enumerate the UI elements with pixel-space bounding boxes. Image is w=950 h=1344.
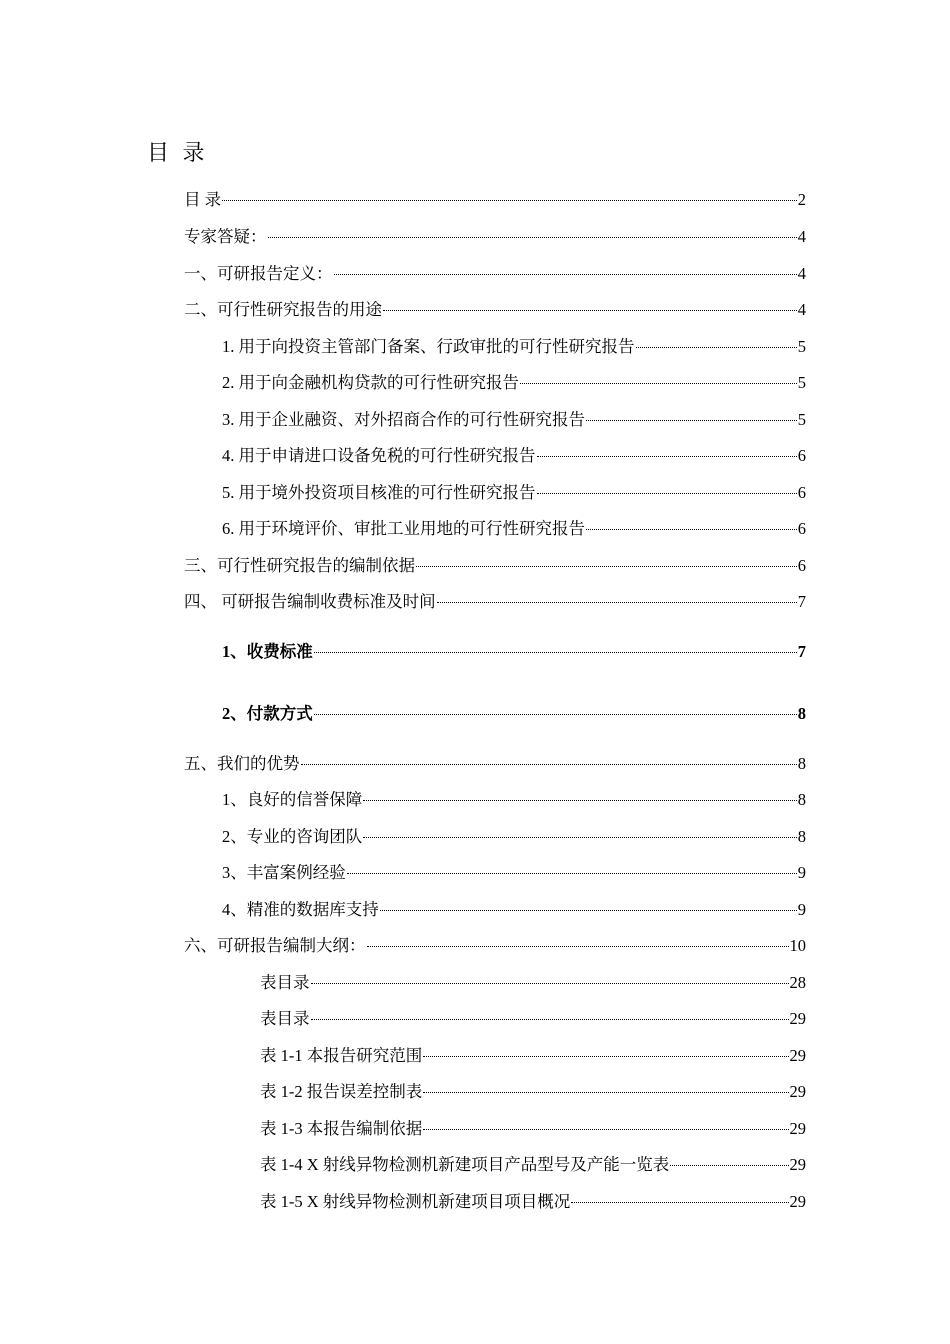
toc-entry[interactable] xyxy=(260,1044,806,1068)
toc-entry-page: 9 xyxy=(797,863,806,882)
toc-leader xyxy=(586,420,797,421)
toc-entry-label: 表 1-3 本报告编制依据 xyxy=(260,1119,423,1138)
toc-entry[interactable] xyxy=(184,752,806,776)
toc-leader xyxy=(301,764,797,765)
toc-leader xyxy=(423,1129,788,1130)
toc-entry-label: 二、可行性研究报告的用途 xyxy=(184,300,382,319)
toc-entry[interactable] xyxy=(184,934,806,958)
toc-entry[interactable] xyxy=(184,590,806,614)
toc-entry-page: 5 xyxy=(797,373,806,392)
toc-entry-label: 2、付款方式 xyxy=(222,704,313,723)
toc-entry[interactable] xyxy=(222,825,806,849)
toc-entry-label: 表目录 xyxy=(260,973,310,992)
toc-entry-page: 8 xyxy=(797,704,806,723)
toc-entry[interactable] xyxy=(222,861,806,885)
toc-entry[interactable] xyxy=(184,554,806,578)
toc-leader xyxy=(670,1165,788,1166)
toc-leader xyxy=(347,873,797,874)
toc-leader xyxy=(311,1019,789,1020)
toc-leader xyxy=(437,602,797,603)
toc-entry-page: 10 xyxy=(789,936,806,955)
toc-entry-page: 29 xyxy=(789,1155,806,1174)
toc-entry-page: 8 xyxy=(797,790,806,809)
toc-entry[interactable] xyxy=(184,188,806,212)
toc-entry-label: 4. 用于申请进口设备免税的可行性研究报告 xyxy=(222,446,536,465)
toc-entry-label: 四、 可研报告编制收费标准及时间 xyxy=(184,592,436,611)
toc-leader xyxy=(363,837,797,838)
toc-leader xyxy=(314,652,797,653)
toc-entry[interactable] xyxy=(260,1007,806,1031)
toc-entry-label: 3. 用于企业融资、对外招商合作的可行性研究报告 xyxy=(222,410,585,429)
toc-entry-page: 6 xyxy=(797,556,806,575)
toc-heading: 目 录 xyxy=(147,140,209,165)
toc-entry-page: 4 xyxy=(797,227,806,246)
toc-entry-label: 六、可研报告编制大纲： xyxy=(184,936,366,955)
toc-leader xyxy=(334,274,797,275)
toc-entry[interactable] xyxy=(222,371,806,395)
toc-entry-page: 7 xyxy=(797,592,806,611)
toc-entry-label: 3、丰富案例经验 xyxy=(222,863,346,882)
toc-entry-label: 五、我们的优势 xyxy=(184,754,300,773)
toc-entry[interactable] xyxy=(260,1117,806,1141)
toc-entry-label: 表目录 xyxy=(260,1009,310,1028)
toc-entry[interactable] xyxy=(222,444,806,468)
toc-entry-label: 表 1-2 报告误差控制表 xyxy=(260,1082,423,1101)
toc-entry-label: 表 1-1 本报告研究范围 xyxy=(260,1046,423,1065)
toc-entry[interactable] xyxy=(222,898,806,922)
toc-leader xyxy=(423,1092,788,1093)
toc-entry-label: 1、良好的信誉保障 xyxy=(222,790,363,809)
toc-entry-page: 8 xyxy=(797,827,806,846)
toc-entry-label: 专家答疑： xyxy=(184,227,267,246)
toc-entry-label: 4、精准的数据库支持 xyxy=(222,900,379,919)
toc-entry[interactable] xyxy=(260,1153,806,1177)
toc-leader xyxy=(636,347,797,348)
toc-entry[interactable] xyxy=(184,262,806,286)
toc-entry-label: 2. 用于向金融机构贷款的可行性研究报告 xyxy=(222,373,519,392)
toc-entry-page: 29 xyxy=(789,1192,806,1211)
toc-entry[interactable] xyxy=(184,225,806,249)
toc-entry[interactable] xyxy=(260,1080,806,1104)
toc-entry-page: 2 xyxy=(797,190,806,209)
toc-entry[interactable] xyxy=(222,408,806,432)
toc-entry[interactable] xyxy=(222,335,806,359)
toc-entry-page: 29 xyxy=(789,1119,806,1138)
toc-leader xyxy=(311,983,789,984)
toc-entry-page: 6 xyxy=(797,519,806,538)
toc-leader xyxy=(380,910,797,911)
toc-leader xyxy=(416,566,797,567)
toc-leader xyxy=(268,237,797,238)
toc-entry-label: 2、专业的咨询团队 xyxy=(222,827,363,846)
toc-entry-label: 目 录 xyxy=(184,190,222,209)
toc-entry-label: 三、可行性研究报告的编制依据 xyxy=(184,556,415,575)
toc-entry[interactable] xyxy=(184,298,806,322)
toc-entry-page: 29 xyxy=(789,1046,806,1065)
toc-leader xyxy=(537,456,797,457)
toc-entry-page: 5 xyxy=(797,337,806,356)
toc-leader xyxy=(383,310,797,311)
toc-entry[interactable] xyxy=(260,971,806,995)
toc-entry[interactable] xyxy=(222,788,806,812)
toc-entry-page: 9 xyxy=(797,900,806,919)
toc-entry-page: 4 xyxy=(797,264,806,283)
toc-entry[interactable] xyxy=(222,481,806,505)
toc-entry[interactable] xyxy=(260,1190,806,1214)
toc-entry-page: 5 xyxy=(797,410,806,429)
toc-entry-page: 8 xyxy=(797,754,806,773)
toc-entry-label: 表 1-4 X 射线异物检测机新建项目产品型号及产能一览表 xyxy=(260,1155,670,1174)
toc-leader xyxy=(314,714,797,715)
toc-leader xyxy=(537,493,797,494)
toc-leader xyxy=(571,1202,788,1203)
toc-entry-page: 28 xyxy=(789,973,806,992)
toc-entry-label: 1. 用于向投资主管部门备案、行政审批的可行性研究报告 xyxy=(222,337,635,356)
toc-entry-label: 一、可研报告定义： xyxy=(184,264,333,283)
toc-entry-label: 6. 用于环境评价、审批工业用地的可行性研究报告 xyxy=(222,519,585,538)
toc-entry-page: 6 xyxy=(797,483,806,502)
toc-entry-page: 29 xyxy=(789,1009,806,1028)
toc-entry-page: 7 xyxy=(797,642,806,661)
toc-leader xyxy=(222,200,797,201)
toc-entry-page: 29 xyxy=(789,1082,806,1101)
toc-leader xyxy=(363,800,797,801)
toc-entry[interactable] xyxy=(222,640,806,664)
toc-entry-page: 4 xyxy=(797,300,806,319)
toc-leader xyxy=(423,1056,788,1057)
toc-entry-label: 5. 用于境外投资项目核准的可行性研究报告 xyxy=(222,483,536,502)
toc-entry[interactable] xyxy=(222,702,806,726)
toc-leader xyxy=(367,946,789,947)
toc-entry-label: 1、收费标准 xyxy=(222,642,313,661)
toc-entry-label: 表 1-5 X 射线异物检测机新建项目项目概况 xyxy=(260,1192,571,1211)
toc-entry-page: 6 xyxy=(797,446,806,465)
toc-entry[interactable] xyxy=(222,517,806,541)
toc-leader xyxy=(520,383,797,384)
toc-leader xyxy=(586,529,797,530)
